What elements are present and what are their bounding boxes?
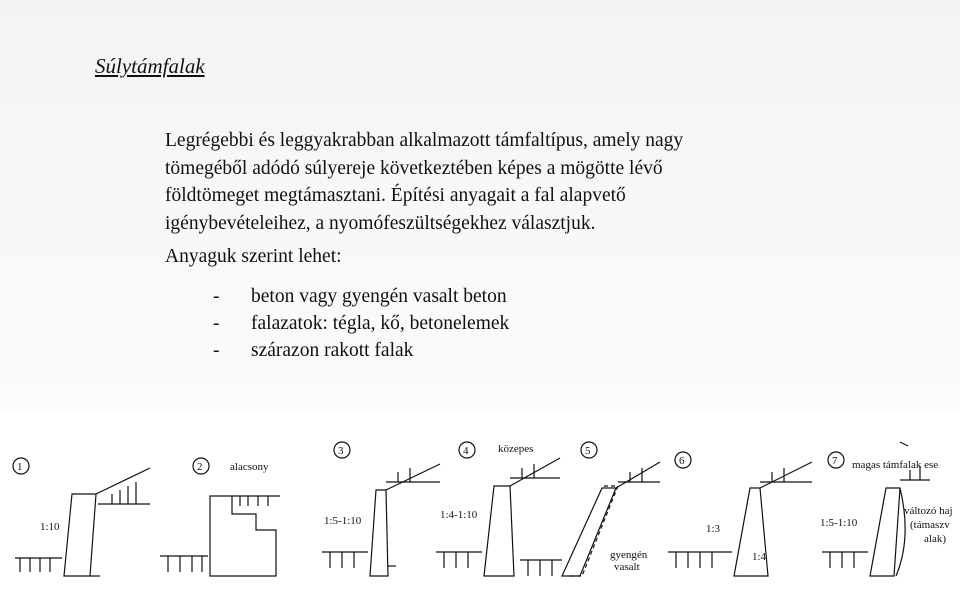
figure-6-number: 6 xyxy=(679,455,685,467)
list-item xyxy=(213,310,509,337)
figure-6-ratio-2: 1:4 xyxy=(752,551,767,563)
figure-3-number: 3 xyxy=(338,445,344,457)
figure-1-ratio: 1:10 xyxy=(40,521,60,533)
list-item-text: szárazon rakott falak xyxy=(251,340,414,361)
material-list xyxy=(213,283,509,364)
figure-2-drawing xyxy=(160,496,280,576)
figure-5-note-2: vasalt xyxy=(614,561,640,573)
list-dash: - xyxy=(213,286,220,307)
intro-paragraph xyxy=(165,127,867,237)
list-item-text: beton vagy gyengén vasalt beton xyxy=(251,286,507,307)
figure-5-number: 5 xyxy=(585,445,591,457)
diagram-strip xyxy=(0,428,960,592)
paragraph-line: tömegéből adódó súlyereje következtében képes a mögötte lévő xyxy=(165,157,663,179)
figure-7-note-1: változó haj xyxy=(904,505,953,517)
paragraph-line: földtömeget megtámasztani. Építési anyagait a fal alapvető xyxy=(165,185,626,206)
figure-1-number: 1 xyxy=(17,461,23,473)
figure-5-note-1: gyengén xyxy=(610,549,648,561)
figure-7-note-3: alak) xyxy=(924,533,946,545)
figure-7-label: magas támfalak ese xyxy=(852,459,939,471)
list-item-text: falazatok: tégla, kő, betonelemek xyxy=(251,313,510,334)
figure-7-ratio: 1:5-1:10 xyxy=(820,517,858,529)
figure-6-drawing xyxy=(668,462,812,576)
list-item xyxy=(213,337,509,364)
wall-type-diagrams xyxy=(0,428,960,592)
paragraph-line: igénybevételeihez, a nyomófeszültségekhez választjuk. xyxy=(165,212,596,234)
list-dash: - xyxy=(213,340,220,361)
figure-6-ratio: 1:3 xyxy=(706,523,721,535)
list-dash: - xyxy=(213,313,220,334)
figure-3-ratio: 1:5-1:10 xyxy=(324,515,362,527)
figure-4-number: 4 xyxy=(463,445,469,457)
figure-4-ratio: 1:4-1:10 xyxy=(440,509,478,521)
figure-7-note-2: (támaszv xyxy=(910,519,950,531)
figure-4-label: közepes xyxy=(498,443,534,455)
list-item xyxy=(213,283,509,310)
figure-2-label: alacsony xyxy=(230,461,269,473)
list-heading: Anyaguk szerint lehet: xyxy=(165,246,342,267)
figure-2-number: 2 xyxy=(197,461,203,473)
page-title: Súlytámfalak xyxy=(95,54,205,78)
figure-1-drawing xyxy=(15,468,150,576)
paragraph-line: Legrégebbi és leggyakrabban alkalmazott támfaltípus, amely nagy xyxy=(165,130,684,151)
figure-7-number: 7 xyxy=(832,455,838,467)
